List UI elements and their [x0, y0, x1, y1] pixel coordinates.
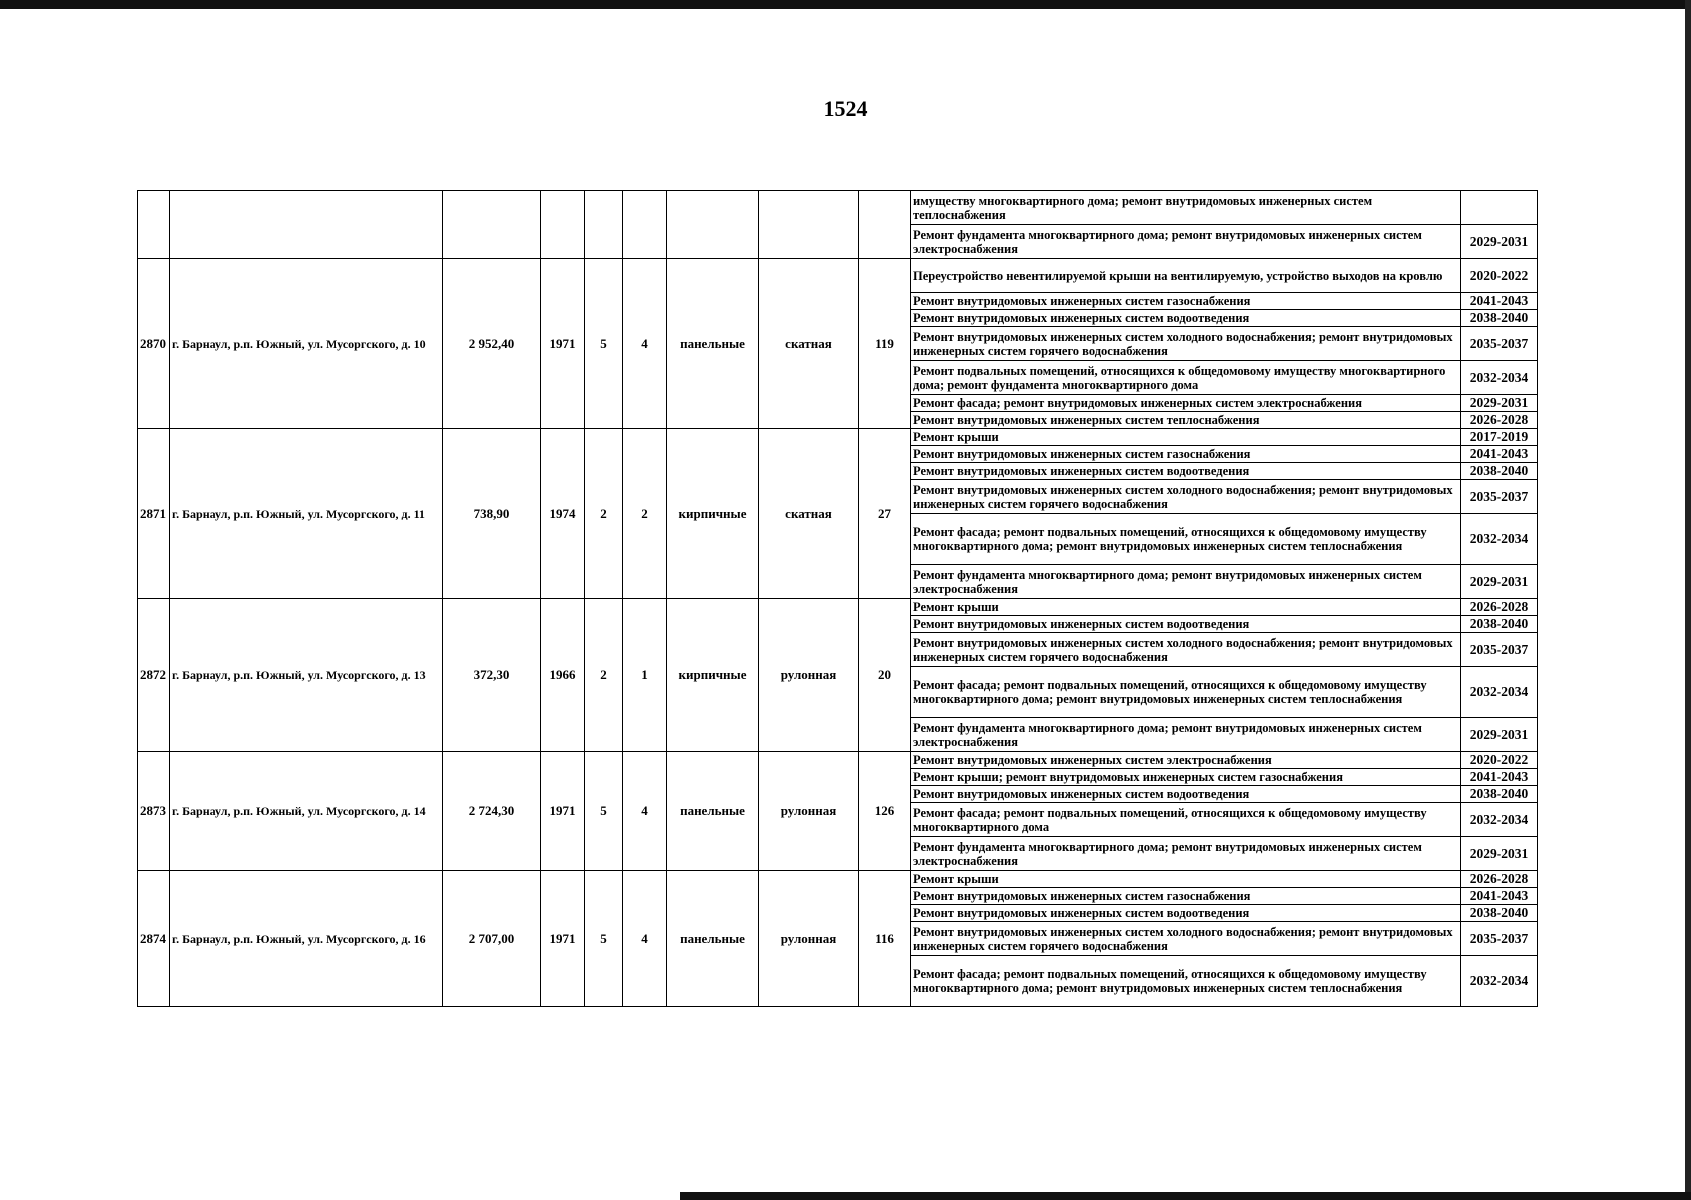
work-description: Ремонт внутридомовых инженерных систем водоотведения: [911, 463, 1461, 480]
work-description: Ремонт фундамента многоквартирного дома; ремонт внутридомовых инженерных систем электроснабжения: [911, 718, 1461, 752]
empty-cell: [443, 191, 541, 259]
work-description: Ремонт внутридомовых инженерных систем газоснабжения: [911, 888, 1461, 905]
work-description: Ремонт фундамента многоквартирного дома; ремонт внутридомовых инженерных систем электроснабжения: [911, 225, 1461, 259]
wall-material: панельные: [667, 752, 759, 871]
wall-material: панельные: [667, 871, 759, 1007]
work-period: 2032-2034: [1461, 803, 1538, 837]
empty-cell: [859, 191, 911, 259]
work-period: 2029-2031: [1461, 395, 1538, 412]
resident-count: 119: [859, 259, 911, 429]
work-description: Ремонт внутридомовых инженерных систем электроснабжения: [911, 752, 1461, 769]
work-description: Ремонт крыши; ремонт внутридомовых инженерных систем газоснабжения: [911, 769, 1461, 786]
entrance-count: 4: [623, 752, 667, 871]
table-row: [138, 871, 1538, 888]
work-period: 2026-2028: [1461, 412, 1538, 429]
table-row: [138, 752, 1538, 769]
work-description: Переустройство невентилируемой крыши на вентилируемую, устройство выходов на кровлю: [911, 259, 1461, 293]
floor-count: 5: [585, 871, 623, 1007]
table-row: [138, 191, 1538, 225]
work-description: Ремонт фасада; ремонт внутридомовых инженерных систем электроснабжения: [911, 395, 1461, 412]
roof-type: скатная: [759, 259, 859, 429]
scan-edge-bottom: [680, 1192, 1691, 1200]
work-description: Ремонт внутридомовых инженерных систем теплоснабжения: [911, 412, 1461, 429]
work-description: Ремонт фасада; ремонт подвальных помещений, относящихся к общедомовому имуществу многоквартирного дома; ремонт внутридомовых инженерных систем теплоснабжения: [911, 667, 1461, 718]
total-area: 2 724,30: [443, 752, 541, 871]
work-period: 2035-2037: [1461, 922, 1538, 956]
empty-cell: [138, 191, 170, 259]
total-area: 372,30: [443, 599, 541, 752]
build-year: 1971: [541, 871, 585, 1007]
empty-cell: [667, 191, 759, 259]
resident-count: 116: [859, 871, 911, 1007]
work-period: 2038-2040: [1461, 310, 1538, 327]
house-address: г. Барнаул, р.п. Южный, ул. Мусоргского, д. 11: [170, 429, 443, 599]
work-period: 2041-2043: [1461, 293, 1538, 310]
wall-material: кирпичные: [667, 429, 759, 599]
empty-cell: [585, 191, 623, 259]
table-body: [138, 191, 1538, 1007]
work-period: 2035-2037: [1461, 480, 1538, 514]
build-year: 1971: [541, 259, 585, 429]
roof-type: скатная: [759, 429, 859, 599]
house-number: 2870: [138, 259, 170, 429]
work-description: Ремонт фундамента многоквартирного дома; ремонт внутридомовых инженерных систем электроснабжения: [911, 837, 1461, 871]
scan-edge-top: [0, 0, 1691, 9]
build-year: 1966: [541, 599, 585, 752]
work-description: Ремонт крыши: [911, 429, 1461, 446]
housing-repair-table: [137, 190, 1538, 1007]
work-period: 2038-2040: [1461, 786, 1538, 803]
total-area: 2 707,00: [443, 871, 541, 1007]
entrance-count: 4: [623, 259, 667, 429]
work-period: 2017-2019: [1461, 429, 1538, 446]
floor-count: 5: [585, 752, 623, 871]
work-description: Ремонт внутридомовых инженерных систем водоотведения: [911, 310, 1461, 327]
work-period: 2029-2031: [1461, 718, 1538, 752]
table-row: [138, 599, 1538, 616]
build-year: 1974: [541, 429, 585, 599]
total-area: 738,90: [443, 429, 541, 599]
house-address: г. Барнаул, р.п. Южный, ул. Мусоргского, д. 13: [170, 599, 443, 752]
work-description: Ремонт подвальных помещений, относящихся к общедомовому имуществу многоквартирного дома; ремонт фундамента многоквартирного дома: [911, 361, 1461, 395]
entrance-count: 2: [623, 429, 667, 599]
work-description: Ремонт фасада; ремонт подвальных помещений, относящихся к общедомовому имуществу многоквартирного дома; ремонт внутридомовых инженерных систем теплоснабжения: [911, 514, 1461, 565]
work-period: 2035-2037: [1461, 633, 1538, 667]
work-period: 2038-2040: [1461, 905, 1538, 922]
work-description: Ремонт фасада; ремонт подвальных помещений, относящихся к общедомовому имуществу многоквартирного дома; ремонт внутридомовых инженерных систем теплоснабжения: [911, 956, 1461, 1007]
work-description: Ремонт внутридомовых инженерных систем водоотведения: [911, 905, 1461, 922]
work-period: 2032-2034: [1461, 956, 1538, 1007]
wall-material: панельные: [667, 259, 759, 429]
work-description: Ремонт внутридомовых инженерных систем холодного водоснабжения; ремонт внутридомовых инженерных систем горячего водоснабжения: [911, 480, 1461, 514]
house-address: г. Барнаул, р.п. Южный, ул. Мусоргского, д. 10: [170, 259, 443, 429]
work-description: Ремонт внутридомовых инженерных систем газоснабжения: [911, 446, 1461, 463]
work-period: 2041-2043: [1461, 769, 1538, 786]
work-period: 2032-2034: [1461, 667, 1538, 718]
work-description: Ремонт фундамента многоквартирного дома; ремонт внутридомовых инженерных систем электроснабжения: [911, 565, 1461, 599]
work-period: 2020-2022: [1461, 752, 1538, 769]
work-period: 2026-2028: [1461, 871, 1538, 888]
work-period: 2029-2031: [1461, 837, 1538, 871]
work-period: [1461, 191, 1538, 225]
work-period: 2032-2034: [1461, 361, 1538, 395]
work-description: Ремонт внутридомовых инженерных систем холодного водоснабжения; ремонт внутридомовых инженерных систем горячего водоснабжения: [911, 922, 1461, 956]
house-number: 2871: [138, 429, 170, 599]
work-period: 2041-2043: [1461, 446, 1538, 463]
floor-count: 5: [585, 259, 623, 429]
work-description: Ремонт фасада; ремонт подвальных помещений, относящихся к общедомовому имуществу многоквартирного дома: [911, 803, 1461, 837]
house-number: 2873: [138, 752, 170, 871]
entrance-count: 1: [623, 599, 667, 752]
floor-count: 2: [585, 429, 623, 599]
table-row: [138, 259, 1538, 293]
work-period: 2020-2022: [1461, 259, 1538, 293]
work-description: Ремонт крыши: [911, 871, 1461, 888]
resident-count: 126: [859, 752, 911, 871]
work-description: Ремонт внутридомовых инженерных систем водоотведения: [911, 616, 1461, 633]
resident-count: 27: [859, 429, 911, 599]
house-address: г. Барнаул, р.п. Южный, ул. Мусоргского, д. 16: [170, 871, 443, 1007]
resident-count: 20: [859, 599, 911, 752]
house-address: г. Барнаул, р.п. Южный, ул. Мусоргского, д. 14: [170, 752, 443, 871]
work-period: 2035-2037: [1461, 327, 1538, 361]
work-period: 2032-2034: [1461, 514, 1538, 565]
empty-cell: [170, 191, 443, 259]
house-number: 2874: [138, 871, 170, 1007]
work-description: Ремонт внутридомовых инженерных систем газоснабжения: [911, 293, 1461, 310]
floor-count: 2: [585, 599, 623, 752]
page-number: 1524: [823, 96, 868, 121]
work-period: 2029-2031: [1461, 225, 1538, 259]
empty-cell: [759, 191, 859, 259]
wall-material: кирпичные: [667, 599, 759, 752]
work-description: Ремонт внутридомовых инженерных систем холодного водоснабжения; ремонт внутридомовых инженерных систем горячего водоснабжения: [911, 633, 1461, 667]
work-period: 2041-2043: [1461, 888, 1538, 905]
work-period: 2026-2028: [1461, 599, 1538, 616]
total-area: 2 952,40: [443, 259, 541, 429]
scan-edge-right: [1685, 0, 1691, 1200]
work-description: Ремонт внутридомовых инженерных систем холодного водоснабжения; ремонт внутридомовых инженерных систем горячего водоснабжения: [911, 327, 1461, 361]
build-year: 1971: [541, 752, 585, 871]
roof-type: рулонная: [759, 871, 859, 1007]
entrance-count: 4: [623, 871, 667, 1007]
work-description: Ремонт внутридомовых инженерных систем водоотведения: [911, 786, 1461, 803]
work-period: 2029-2031: [1461, 565, 1538, 599]
house-number: 2872: [138, 599, 170, 752]
empty-cell: [623, 191, 667, 259]
work-period: 2038-2040: [1461, 463, 1538, 480]
roof-type: рулонная: [759, 599, 859, 752]
work-period: 2038-2040: [1461, 616, 1538, 633]
roof-type: рулонная: [759, 752, 859, 871]
empty-cell: [541, 191, 585, 259]
work-description: имуществу многоквартирного дома; ремонт внутридомовых инженерных систем теплоснабжения: [911, 191, 1461, 225]
work-description: Ремонт крыши: [911, 599, 1461, 616]
table-row: [138, 429, 1538, 446]
